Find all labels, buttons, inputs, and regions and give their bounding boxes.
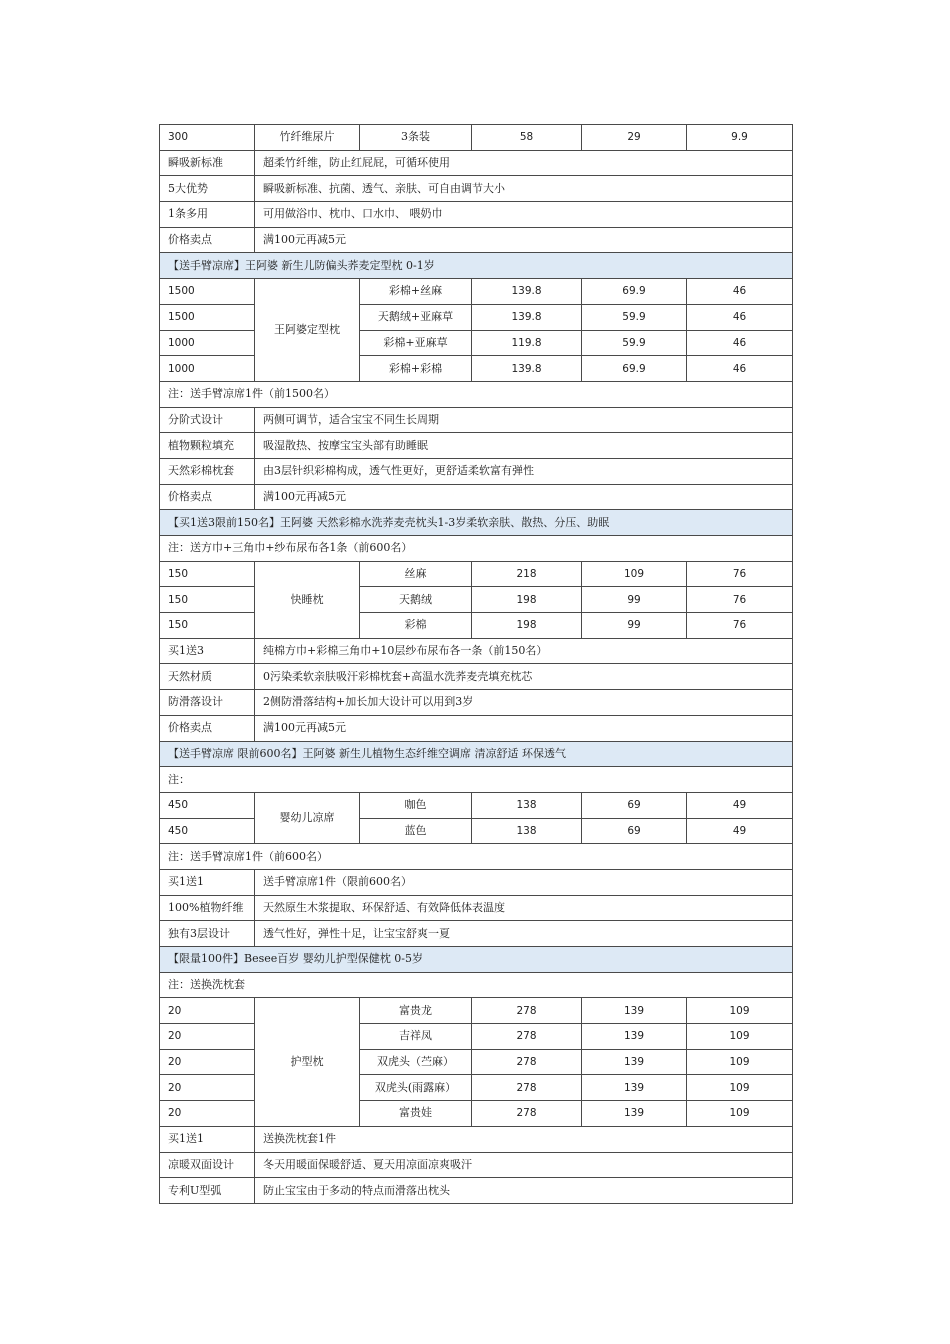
price-cell: 139.8 bbox=[472, 304, 582, 330]
spec-cell: 3条装 bbox=[360, 125, 472, 151]
qty-cell: 1000 bbox=[160, 330, 255, 356]
feature-row bbox=[160, 407, 793, 433]
price-cell: 139 bbox=[582, 1049, 687, 1075]
feature-label: 专利U型弧 bbox=[160, 1178, 255, 1204]
section-note: 注：送手臂凉席1件（前1500名） bbox=[160, 381, 793, 407]
spec-cell: 双虎头(雨露麻） bbox=[360, 1075, 472, 1101]
qty-cell: 150 bbox=[160, 613, 255, 639]
qty-cell: 1000 bbox=[160, 356, 255, 382]
product-name-cell: 王阿婆定型枕 bbox=[255, 279, 360, 382]
feature-text: 吸湿散热、按摩宝宝头部有助睡眠 bbox=[255, 433, 793, 459]
feature-text: 送换洗枕套1件 bbox=[255, 1126, 793, 1152]
qty-cell: 1500 bbox=[160, 279, 255, 305]
price-cell: 69 bbox=[582, 818, 687, 844]
price-cell: 278 bbox=[472, 1049, 582, 1075]
feature-row bbox=[160, 638, 793, 664]
table-row bbox=[160, 304, 793, 330]
feature-text: 瞬吸新标准、抗菌、透气、亲肤、可自由调节大小 bbox=[255, 176, 793, 202]
price-cell: 69 bbox=[582, 792, 687, 818]
feature-row bbox=[160, 227, 793, 253]
section-note: 注： bbox=[160, 767, 793, 793]
product-name-cell: 快睡枕 bbox=[255, 561, 360, 638]
table-row bbox=[160, 998, 793, 1024]
price-cell: 139 bbox=[582, 1024, 687, 1050]
feature-label: 瞬吸新标准 bbox=[160, 150, 255, 176]
spec-cell: 咖色 bbox=[360, 792, 472, 818]
section-note: 注：送方巾+三角巾+纱布尿布各1条（前600名） bbox=[160, 536, 793, 562]
price-cell: 46 bbox=[687, 304, 793, 330]
feature-text: 两侧可调节，适合宝宝不同生长周期 bbox=[255, 407, 793, 433]
price-cell: 139 bbox=[582, 1075, 687, 1101]
price-cell: 109 bbox=[687, 1024, 793, 1050]
qty-cell: 450 bbox=[160, 792, 255, 818]
feature-row bbox=[160, 150, 793, 176]
feature-label: 防滑落设计 bbox=[160, 690, 255, 716]
price-cell: 76 bbox=[687, 561, 793, 587]
table-row bbox=[160, 613, 793, 639]
price-cell: 139 bbox=[582, 1101, 687, 1127]
feature-text: 超柔竹纤维，防止红屁屁，可循环使用 bbox=[255, 150, 793, 176]
table-row bbox=[160, 792, 793, 818]
feature-row bbox=[160, 664, 793, 690]
product-table bbox=[159, 124, 793, 1204]
product-name-cell: 护型枕 bbox=[255, 998, 360, 1126]
note-row bbox=[160, 972, 793, 998]
feature-row bbox=[160, 895, 793, 921]
price-cell: 29 bbox=[582, 125, 687, 151]
feature-row bbox=[160, 433, 793, 459]
note-row bbox=[160, 536, 793, 562]
feature-row bbox=[160, 869, 793, 895]
price-cell: 76 bbox=[687, 587, 793, 613]
section-title-row bbox=[160, 741, 793, 767]
spec-cell: 天鹅绒 bbox=[360, 587, 472, 613]
spec-cell: 天鹅绒+亚麻草 bbox=[360, 304, 472, 330]
qty-cell: 150 bbox=[160, 587, 255, 613]
price-cell: 59.9 bbox=[582, 304, 687, 330]
section-title-row bbox=[160, 947, 793, 973]
table-row bbox=[160, 587, 793, 613]
feature-row bbox=[160, 458, 793, 484]
table-row bbox=[160, 125, 793, 151]
product-name-cell: 婴幼儿凉席 bbox=[255, 792, 360, 843]
feature-row bbox=[160, 1178, 793, 1204]
price-cell: 49 bbox=[687, 792, 793, 818]
feature-label: 分阶式设计 bbox=[160, 407, 255, 433]
feature-label: 100%植物纤维 bbox=[160, 895, 255, 921]
feature-text: 2侧防滑落结构+加长加大设计可以用到3岁 bbox=[255, 690, 793, 716]
table-row bbox=[160, 330, 793, 356]
price-cell: 9.9 bbox=[687, 125, 793, 151]
price-cell: 109 bbox=[687, 998, 793, 1024]
spec-cell: 彩棉+丝麻 bbox=[360, 279, 472, 305]
spec-cell: 蓝色 bbox=[360, 818, 472, 844]
qty-cell: 1500 bbox=[160, 304, 255, 330]
price-cell: 69.9 bbox=[582, 279, 687, 305]
price-cell: 138 bbox=[472, 818, 582, 844]
section-title: 【买1送3限前150名】王阿婆 天然彩棉水洗荞麦壳枕头1-3岁柔软亲肤、散热、分压、助眠 bbox=[160, 510, 793, 536]
price-cell: 46 bbox=[687, 356, 793, 382]
table-row bbox=[160, 1101, 793, 1127]
section-note: 注：送手臂凉席1件（前600名） bbox=[160, 844, 793, 870]
price-cell: 109 bbox=[687, 1101, 793, 1127]
feature-text: 透气性好，弹性十足，让宝宝舒爽一夏 bbox=[255, 921, 793, 947]
feature-label: 凉暖双面设计 bbox=[160, 1152, 255, 1178]
feature-row bbox=[160, 176, 793, 202]
feature-row bbox=[160, 921, 793, 947]
section-note: 注：送换洗枕套 bbox=[160, 972, 793, 998]
price-cell: 278 bbox=[472, 1101, 582, 1127]
table-row bbox=[160, 1075, 793, 1101]
price-cell: 278 bbox=[472, 1075, 582, 1101]
feature-label: 买1送3 bbox=[160, 638, 255, 664]
section-title: 【送手臂凉席 限前600名】王阿婆 新生儿植物生态纤维空调席 清凉舒适 环保透气 bbox=[160, 741, 793, 767]
price-cell: 218 bbox=[472, 561, 582, 587]
price-cell: 138 bbox=[472, 792, 582, 818]
feature-label: 天然彩棉枕套 bbox=[160, 458, 255, 484]
qty-cell: 150 bbox=[160, 561, 255, 587]
price-cell: 278 bbox=[472, 998, 582, 1024]
price-cell: 198 bbox=[472, 613, 582, 639]
feature-row bbox=[160, 484, 793, 510]
qty-cell: 450 bbox=[160, 818, 255, 844]
price-cell: 119.8 bbox=[472, 330, 582, 356]
feature-label: 价格卖点 bbox=[160, 227, 255, 253]
feature-label: 1条多用 bbox=[160, 202, 255, 228]
price-cell: 76 bbox=[687, 613, 793, 639]
feature-text: 0污染柔软亲肤吸汗彩棉枕套+高温水洗荞麦壳填充枕芯 bbox=[255, 664, 793, 690]
table-row bbox=[160, 561, 793, 587]
qty-cell: 20 bbox=[160, 1075, 255, 1101]
feature-row bbox=[160, 1152, 793, 1178]
feature-text: 天然原生木浆提取、环保舒适、有效降低体表温度 bbox=[255, 895, 793, 921]
qty-cell: 20 bbox=[160, 998, 255, 1024]
note-row bbox=[160, 844, 793, 870]
feature-text: 满100元再减5元 bbox=[255, 715, 793, 741]
feature-label: 独有3层设计 bbox=[160, 921, 255, 947]
spec-cell: 彩棉+彩棉 bbox=[360, 356, 472, 382]
feature-text: 送手臂凉席1件（限前600名） bbox=[255, 869, 793, 895]
feature-label: 价格卖点 bbox=[160, 484, 255, 510]
feature-row bbox=[160, 202, 793, 228]
feature-label: 5大优势 bbox=[160, 176, 255, 202]
section-title: 【限量100件】Besee百岁 婴幼儿护型保健枕 0-5岁 bbox=[160, 947, 793, 973]
feature-row bbox=[160, 715, 793, 741]
section-title: 【送手臂凉席】王阿婆 新生儿防偏头荞麦定型枕 0-1岁 bbox=[160, 253, 793, 279]
feature-text: 可用做浴巾、枕巾、口水巾、 喂奶巾 bbox=[255, 202, 793, 228]
price-cell: 46 bbox=[687, 330, 793, 356]
spec-cell: 彩棉 bbox=[360, 613, 472, 639]
section-title-row bbox=[160, 253, 793, 279]
qty-cell: 20 bbox=[160, 1101, 255, 1127]
feature-text: 由3层针织彩棉构成，透气性更好，更舒适柔软富有弹性 bbox=[255, 458, 793, 484]
feature-text: 满100元再减5元 bbox=[255, 484, 793, 510]
qty-cell: 300 bbox=[160, 125, 255, 151]
price-cell: 278 bbox=[472, 1024, 582, 1050]
feature-text: 防止宝宝由于多动的特点而滑落出枕头 bbox=[255, 1178, 793, 1204]
feature-text: 满100元再减5元 bbox=[255, 227, 793, 253]
feature-label: 买1送1 bbox=[160, 869, 255, 895]
price-cell: 99 bbox=[582, 613, 687, 639]
feature-label: 天然材质 bbox=[160, 664, 255, 690]
product-name-cell: 竹纤维尿片 bbox=[255, 125, 360, 151]
price-cell: 69.9 bbox=[582, 356, 687, 382]
spec-cell: 吉祥凤 bbox=[360, 1024, 472, 1050]
spec-cell: 双虎头（苎麻） bbox=[360, 1049, 472, 1075]
price-cell: 99 bbox=[582, 587, 687, 613]
feature-label: 买1送1 bbox=[160, 1126, 255, 1152]
price-cell: 109 bbox=[582, 561, 687, 587]
price-cell: 198 bbox=[472, 587, 582, 613]
feature-text: 纯棉方巾+彩棉三角巾+10层纱布尿布各一条（前150名） bbox=[255, 638, 793, 664]
spec-cell: 富贵娃 bbox=[360, 1101, 472, 1127]
table-row bbox=[160, 818, 793, 844]
price-cell: 58 bbox=[472, 125, 582, 151]
feature-row bbox=[160, 690, 793, 716]
price-cell: 139.8 bbox=[472, 356, 582, 382]
feature-row bbox=[160, 1126, 793, 1152]
price-cell: 109 bbox=[687, 1049, 793, 1075]
price-cell: 139 bbox=[582, 998, 687, 1024]
price-cell: 46 bbox=[687, 279, 793, 305]
table-row bbox=[160, 279, 793, 305]
spec-cell: 彩棉+亚麻草 bbox=[360, 330, 472, 356]
feature-label: 植物颗粒填充 bbox=[160, 433, 255, 459]
qty-cell: 20 bbox=[160, 1024, 255, 1050]
section-title-row bbox=[160, 510, 793, 536]
price-cell: 49 bbox=[687, 818, 793, 844]
feature-label: 价格卖点 bbox=[160, 715, 255, 741]
price-cell: 109 bbox=[687, 1075, 793, 1101]
price-cell: 59.9 bbox=[582, 330, 687, 356]
feature-text: 冬天用暖面保暖舒适、夏天用凉面凉爽吸汗 bbox=[255, 1152, 793, 1178]
spec-cell: 丝麻 bbox=[360, 561, 472, 587]
note-row bbox=[160, 767, 793, 793]
price-cell: 139.8 bbox=[472, 279, 582, 305]
table-row bbox=[160, 1024, 793, 1050]
qty-cell: 20 bbox=[160, 1049, 255, 1075]
note-row bbox=[160, 381, 793, 407]
table-row bbox=[160, 1049, 793, 1075]
table-row bbox=[160, 356, 793, 382]
spec-cell: 富贵龙 bbox=[360, 998, 472, 1024]
